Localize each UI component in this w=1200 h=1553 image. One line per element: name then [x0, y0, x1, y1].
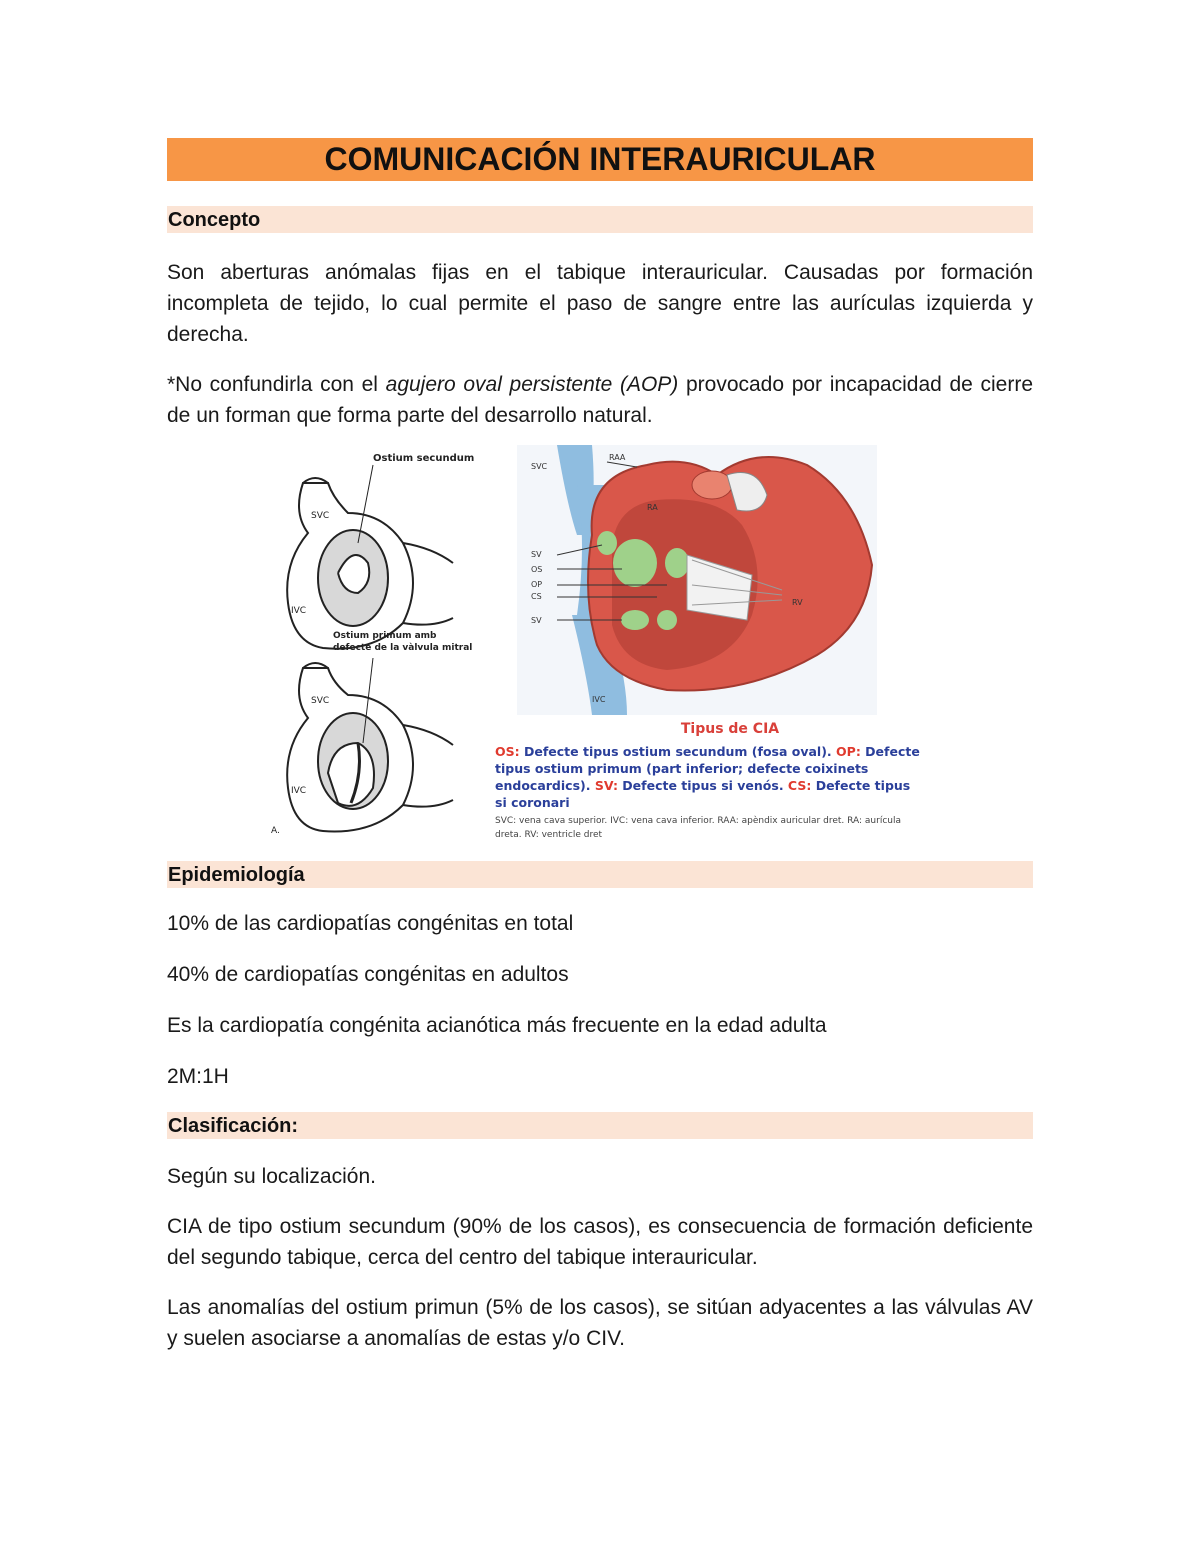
document-page: [167, 138, 1033, 1354]
caption-title: Tipus de CIA: [680, 721, 780, 737]
section-heading-epidemiologia: Epidemiología: [167, 861, 1033, 888]
concepto-paragraph: Son aberturas anómalas fijas en el tabique interauricular. Causadas por formación incompleta de tejido, lo cual permite el paso de sangre entre las aurículas izquierda y derecha.: [167, 261, 1033, 346]
section-heading-concepto: Concepto: [167, 206, 1033, 233]
epidemiologia-item: 40% de cardiopatías congénitas en adultos: [167, 963, 569, 986]
label-op: OP: [531, 580, 543, 589]
label-panel-a: A.: [271, 826, 280, 836]
caption-sv-label: SV:: [594, 778, 618, 793]
label-ostium-secundum: Ostium secundum: [373, 453, 475, 464]
label-sv-lower: SV: [531, 616, 542, 625]
caption-sv-text: Defecte tipus si venós.: [617, 778, 788, 793]
cia-figure: [167, 431, 1033, 840]
note-text-pre: *No confundirla con el: [167, 373, 386, 396]
clasificacion-secundum: CIA de tipo ostium secundum (90% de los casos), es consecuencia de formación deficiente del segundo tabique, cerca del centro del tabique interauricular.: [167, 1215, 1033, 1269]
caption-abbreviations: SVC: vena cava superior. IVC: vena cava inferior. RAA: apèndix auricular dret. RA: aurícula dreta. RV: ventricle dret: [495, 816, 901, 840]
clasificacion-primum: Las anomalías del ostium primun (5% de los casos), se sitúan adyacentes a las válvulas AV y suelen asociarse a anomalías de estas y/o CIV.: [167, 1296, 1033, 1350]
caption-op-label: OP:: [836, 744, 861, 759]
label-raa: RAA: [609, 453, 626, 462]
figure-caption: [495, 721, 925, 842]
heart-diagram: [517, 445, 877, 715]
label-rv: RV: [792, 598, 803, 607]
clasificacion-intro: Según su localización.: [167, 1165, 376, 1188]
caption-os-text: Defecte tipus ostium secundum (fosa oval).: [519, 744, 837, 759]
caption-cs-label: CS:: [787, 778, 812, 793]
epidemiologia-item: Es la cardiopatía congénita acianótica más frecuente en la edad adulta: [167, 1014, 827, 1037]
label-svc-top: SVC: [311, 511, 330, 521]
label-ra: RA: [647, 503, 658, 512]
septum-diagram: [263, 443, 483, 843]
label-ivc: IVC: [592, 695, 606, 704]
caption-cs-text: Defecte tipus si coronari: [495, 778, 911, 810]
document-title: COMUNICACIÓN INTERAURICULAR: [167, 138, 1033, 181]
label-os: OS: [531, 565, 543, 574]
label-sv-upper: SV: [531, 550, 542, 559]
epidemiologia-item: 10% de las cardiopatías congénitas en total: [167, 912, 574, 935]
caption-op-text: Defecte tipus ostium primum (part inferior; defecte coixinets endocardics).: [495, 744, 920, 793]
label-svc: SVC: [531, 462, 548, 471]
concepto-note: [167, 369, 1033, 431]
label-ostium-primum-2: defecte de la vàlvula mitral: [333, 643, 473, 653]
section-heading-clasificacion: Clasificación:: [167, 1112, 1033, 1139]
label-cs: CS: [531, 592, 542, 601]
epidemiologia-item: 2M:1H: [167, 1065, 229, 1088]
note-emphasis: agujero oval persistente (AOP): [385, 373, 679, 396]
label-ivc-top: IVC: [291, 606, 307, 616]
note-text-post: provocado por incapacidad de cierre de un forman que forma parte del desarrollo natural.: [167, 373, 1034, 427]
label-svc-bottom: SVC: [311, 696, 330, 706]
label-ostium-primum-1: Ostium primum amb: [333, 631, 437, 641]
caption-text: [495, 743, 925, 811]
label-ivc-bottom: IVC: [291, 786, 307, 796]
caption-os-label: OS:: [495, 744, 520, 759]
